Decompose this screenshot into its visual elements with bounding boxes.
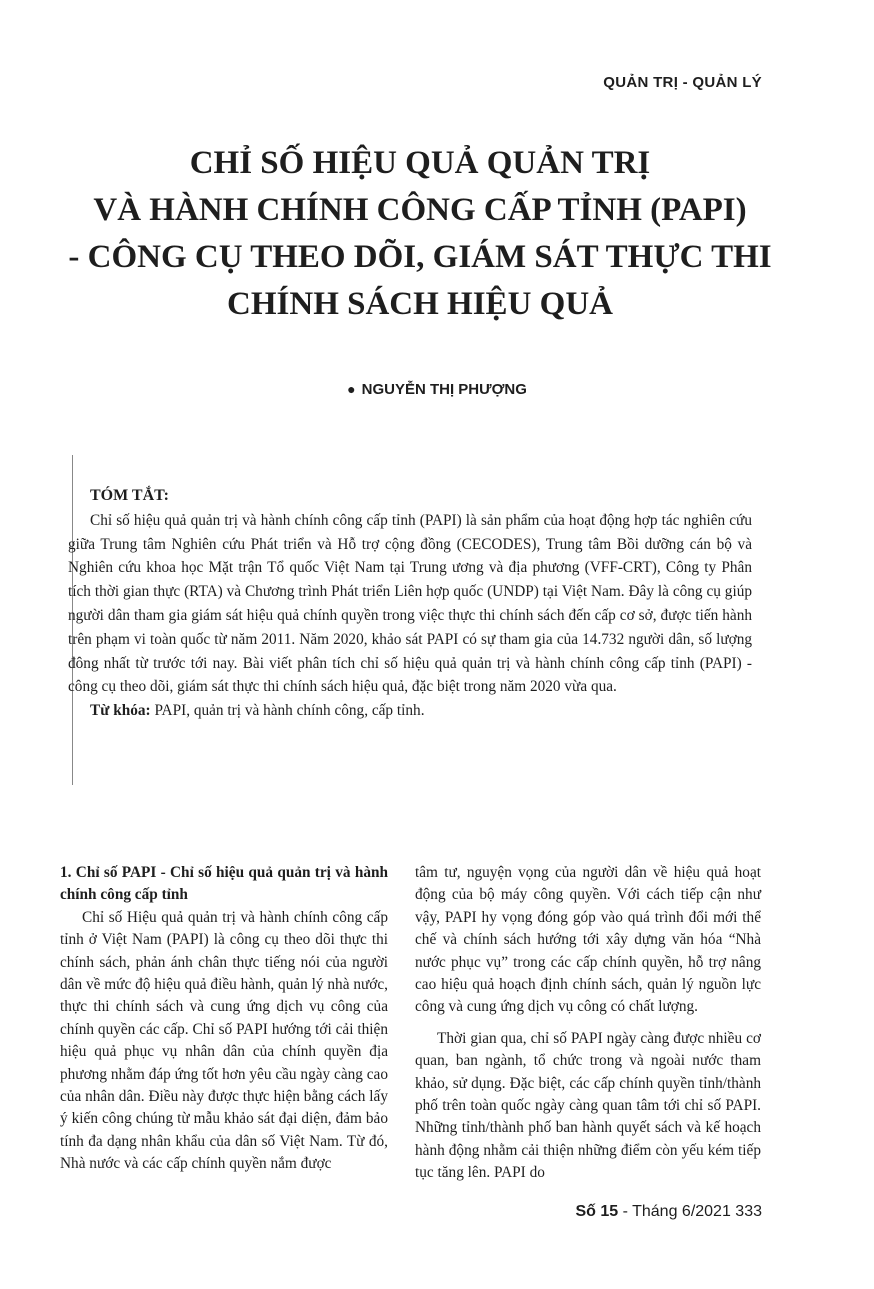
body-paragraph: Thời gian qua, chỉ số PAPI ngày càng được nhiều cơ quan, ban ngành, tổ chức trong và ngoài nước tham khảo, sử dụng. Đặc biệt, các cấp chính quyền tỉnh/thành phố trên toàn quốc ngày càng quan tâm tới chỉ số PAPI. Những tỉnh/thành phố ban hành quyết sách và kế hoạch hành động nhằm cải thiện những điểm còn yếu kém tiếp tục tăng lên. PAPI do [415, 1029, 761, 1182]
page-footer [575, 1203, 762, 1221]
issue-number: Số 15 [575, 1203, 619, 1220]
right-column [415, 862, 761, 1185]
title-line: CHỈ SỐ HIỆU QUẢ QUẢN TRỊ [189, 145, 651, 181]
page-number: 333 [735, 1203, 762, 1220]
keywords-label: Từ khóa: [90, 702, 151, 720]
keywords [68, 699, 752, 723]
article-title [40, 140, 800, 328]
title-line: CHÍNH SÁCH HIỆU QUẢ [227, 286, 613, 322]
keywords-list: PAPI, quản trị và hành chính công, cấp tỉnh. [150, 702, 425, 720]
section-title: 1. Chỉ số PAPI - Chỉ số hiệu quả quản trị và hành chính công cấp tỉnh [60, 864, 388, 904]
title-line: - CÔNG CỤ THEO DÕI, GIÁM SÁT THỰC THI [68, 239, 772, 275]
title-line: VÀ HÀNH CHÍNH CÔNG CẤP TỈNH (PAPI) [93, 192, 747, 228]
body-paragraph: tâm tư, nguyện vọng của người dân về hiệu quả hoạt động của bộ máy công quyền. Với cách tiếp cận như vậy, PAPI hy vọng đóng góp vào quá trình đổi mới thể chế và chính sách hướng tới xây dựng văn hóa “Nhà nước phục vụ” trong các cấp chính quyền, hỗ trợ nâng cao hiệu quả hoạch định chính sách, quản lý nguồn lực công và cung ứng dịch vụ công có chất lượng. [415, 864, 761, 1016]
abstract-body: Chỉ số hiệu quả quản trị và hành chính công cấp tỉnh (PAPI) là sản phẩm của hoạt động hợp tác nghiên cứu giữa Trung tâm Nghiên cứu Phát triển và Hỗ trợ cộng đồng (CECODES), Trung tâm Bồi dưỡng cán bộ và Nghiên cứu khoa học Mặt trận Tổ quốc Việt Nam tại Trung ương và địa phương (VFF-CRT), Công ty Phân tích thời gian thực (RTA) và Chương trình Phát triển Liên hợp quốc (UNDP) tại Việt Nam. Đây là công cụ giúp người dân tham gia giám sát hiệu quả chính quyền trong việc thực thi chính sách đến cấp cơ sở, được tiến hành trên phạm vi toàn quốc từ năm 2011. Năm 2020, khảo sát PAPI có sự tham gia của 14.732 người dân, số lượng đông nhất từ trước tới nay. Bài viết phân tích chỉ số hiệu quả quản trị và hành chính công cấp tỉnh (PAPI) - công cụ theo dõi, giám sát thực thi chính sách hiệu quả, đặc biệt trong năm 2020 vừa qua. [68, 511, 752, 696]
issue-date: - Tháng 6/2021 [618, 1203, 736, 1220]
body-paragraph: Chỉ số Hiệu quả quản trị và hành chính công cấp tỉnh ở Việt Nam (PAPI) là công cụ theo dõi thực thi chính sách, phản ánh chân thực tiếng nói của người dân về mức độ hiệu quả điều hành, quản lý nhà nước, thực thi chính sách và cung ứng dịch vụ công của chính quyền các cấp. Chỉ số PAPI hướng tới cải thiện hiệu quả phục vụ nhân dân của chính quyền địa phương nhằm đáp ứng tốt hơn yêu cầu ngày càng cao của nhân dân. Điều này được thực hiện bằng cách lấy ý kiến công chúng từ mẫu khảo sát đại diện, đảm bảo tính đa dạng nhân khẩu của dân số Việt Nam. Từ đó, Nhà nước và các cấp chính quyền nắm được [60, 908, 388, 1173]
abstract-heading: TÓM TẮT: [90, 487, 169, 504]
abstract [68, 484, 752, 723]
bullet-icon: ● [347, 381, 356, 397]
left-column [60, 862, 388, 1176]
author-name: NGUYỄN THỊ PHƯỢNG [361, 381, 527, 398]
author-line [0, 381, 874, 398]
section-tag: QUẢN TRỊ - QUẢN LÝ [603, 74, 762, 91]
